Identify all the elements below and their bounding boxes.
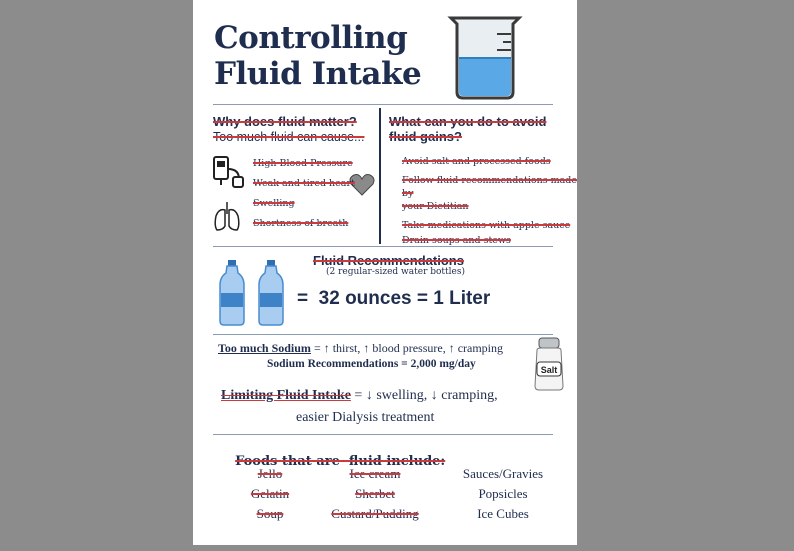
avoid-item-2: Follow fluid recommendations made by [402, 175, 577, 199]
food-item: Ice cream [349, 466, 401, 481]
lungs-icon [213, 200, 241, 232]
why-heading: Why does fluid matter? [213, 114, 357, 129]
why-item-4: Shortness of breath [253, 218, 349, 229]
sodium-label: Too much Sodium [218, 341, 311, 355]
sodium-effects: = ↑ thirst, ↑ blood pressure, ↑ cramping [313, 341, 504, 355]
avoid-item-2b: your Dietitian [402, 201, 469, 212]
avoid-item-1: Avoid salt and processed foods [402, 156, 551, 167]
avoid-item-4: Drain soups and stews [402, 235, 511, 246]
divider-sodium [213, 334, 553, 335]
food-col-1 [220, 466, 320, 526]
column-divider [379, 108, 381, 244]
foods-heading: Foods that are fluid include: [235, 454, 446, 469]
beaker-icon [447, 14, 523, 100]
limiting-line [221, 388, 498, 404]
title-line-1: Controlling [214, 20, 408, 56]
water-bottle-icon [218, 259, 246, 327]
title-line-2: Fluid Intake [214, 56, 422, 92]
fluid-recommendations-heading: Fluid Recommendations [313, 253, 464, 268]
salt-shaker-icon [533, 336, 565, 392]
food-item: Sauces/Gravies [462, 466, 544, 481]
avoid-heading: What can you do to avoid fluid gains? [389, 114, 547, 144]
food-item: Sherbet [355, 486, 395, 501]
blood-pressure-monitor-icon [211, 155, 245, 189]
food-col-3 [453, 466, 553, 526]
avoid-list [402, 155, 577, 247]
why-item-1: High Blood Pressure [253, 158, 353, 169]
food-item: Jello [257, 466, 283, 481]
limiting-effects-1: = ↓ swelling, ↓ cramping, [354, 388, 498, 403]
why-item-3: Swelling [253, 198, 295, 209]
food-col-2 [325, 466, 425, 526]
food-item: Custard/Pudding [331, 506, 419, 521]
divider-mid [213, 246, 553, 247]
salt-label: Salt [540, 365, 558, 375]
food-item: Popsicles [478, 486, 528, 501]
divider-top [213, 104, 553, 105]
why-subheading: Too much fluid can cause... [213, 130, 365, 144]
why-item-2: Weak and tired heart [253, 178, 355, 189]
sodium-recommendation: Sodium Recommendations = 2,000 mg/day [267, 358, 476, 370]
flyer-page [193, 0, 577, 545]
food-item: Gelatin [250, 486, 290, 501]
limiting-label: Limiting Fluid Intake [221, 388, 351, 403]
limiting-effects-2: easier Dialysis treatment [296, 410, 435, 425]
water-bottle-icon [257, 259, 285, 327]
sodium-line [218, 341, 503, 356]
divider-foods [213, 434, 553, 435]
avoid-item-3: Take medications with apple sauce [402, 220, 571, 231]
page-title [214, 20, 421, 92]
fluid-equation: = 32 ounces = 1 Liter [297, 288, 491, 309]
food-item: Soup [256, 506, 284, 521]
food-item: Ice Cubes [477, 506, 529, 521]
fluid-recommendations-note: (2 regular-sized water bottles) [326, 267, 465, 277]
